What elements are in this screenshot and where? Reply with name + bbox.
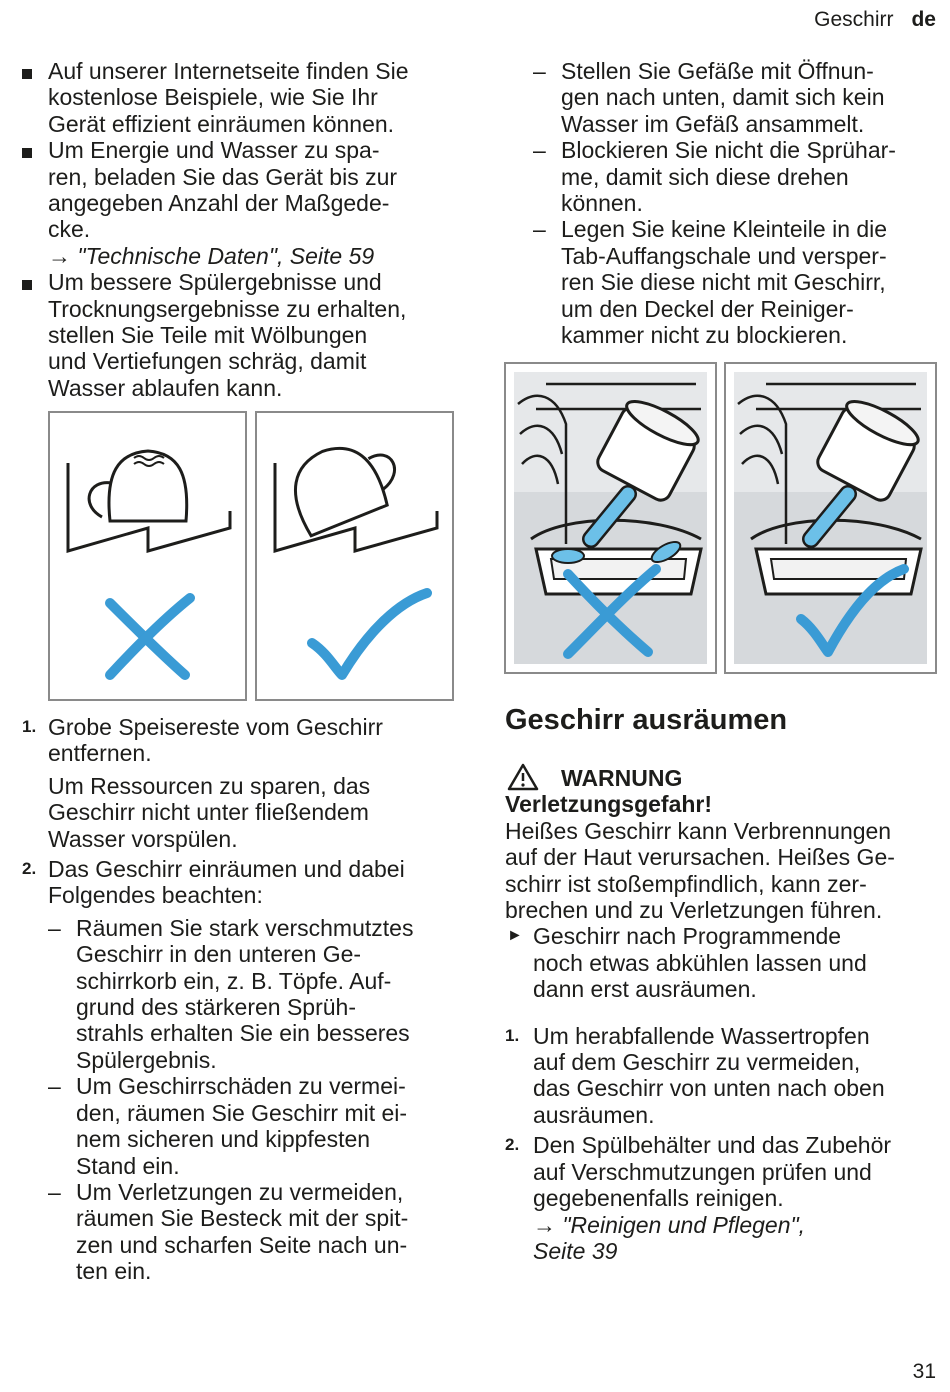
step-number: 2.	[505, 1135, 520, 1155]
warning-title: Verletzungsgefahr!	[505, 791, 713, 818]
step-number: 2.	[22, 859, 37, 879]
page-number: 31	[912, 1360, 936, 1383]
dash-bullet: –	[48, 914, 61, 941]
tab-tray-blocked-illustration	[506, 364, 715, 672]
warning-triangle-icon	[507, 763, 539, 791]
left-column	[22, 58, 462, 401]
cross-reference-link[interactable]: → "Technische Daten", Seite 59	[48, 242, 375, 269]
figure-tab-tray-correct	[724, 362, 937, 674]
step-note: Um Ressourcen zu sparen, das Geschirr nicht unter fließendem Wasser vorspülen.	[48, 772, 371, 852]
bullet-item: Auf unserer Internetseite finden Sie kostenlose Beispiele, wie Sie Ihr Gerät effizient einräumen können.	[22, 58, 462, 137]
sub-item: – Räumen Sie stark verschmutztes Geschirr in den unteren Ge- schirrkorb ein, z. B. Töpfe. Auf- grund des stärkeren Sprüh- strahls erhalten Sie ein besseres Spülergebnis.	[48, 914, 414, 1073]
sub-item: – Um Verletzungen zu vermeiden, räumen Sie Besteck mit der spit- zen und scharfen Seite nach un- ten ein.	[48, 1178, 409, 1285]
check-mark-icon	[312, 593, 427, 675]
dash-bullet: –	[533, 137, 546, 164]
section-name: Geschirr	[814, 8, 894, 31]
step-number: 1.	[22, 717, 37, 736]
step-item: 1. Grobe Speisereste vom Geschirr entfernen. Um Ressourcen zu sparen, das Geschirr nicht unter fließendem Wasser vorspülen.	[22, 714, 462, 852]
step-item: 2. Das Geschirr einräumen und dabei Folgendes beachten:	[22, 856, 405, 909]
dash-bullet: –	[533, 58, 546, 84]
sub-list	[22, 915, 462, 1285]
x-mark-icon	[110, 598, 190, 675]
right-steps	[505, 1023, 945, 1265]
right-column-list	[505, 58, 945, 348]
cup-upright-wrong-illustration	[50, 413, 245, 699]
cross-reference-link[interactable]: → "Reinigen und Pflegen", Seite 39	[533, 1211, 806, 1264]
step-item: 2. Den Spülbehälter und das Zubehör auf Verschmutzungen prüfen und gegebenenfalls reinigen. → "Reinigen und Pflegen", Seite 39	[505, 1132, 945, 1264]
sub-item: – Stellen Sie Gefäße mit Öffnun- gen nach unten, damit sich kein Wasser im Gefäß ansammelt.	[533, 58, 885, 137]
language-code: de	[911, 8, 936, 31]
warning-box: WARNUNG Verletzungsgefahr! Heißes Geschirr kann Verbrennungen auf der Haut verursachen. Heißes Ge- schirr ist stoßempfindlich, kann zer- brechen und zu Verletzungen führen. ► Geschirr nach Programmende noch etwas abkühlen lassen und dann erst ausräumen. 1. Um herabfallende Wassertropfen auf dem Geschirr zu vermeiden, das Geschirr von unten nach oben ausräumen. 2. Den Spülbehälter und das Zubehör auf Verschmutzungen prüfen und gegebenenfalls reinigen. → "Reinigen und Pflegen", Seite 39	[505, 765, 945, 1264]
dash-bullet: –	[48, 1073, 61, 1100]
section-heading: Geschirr ausräumen	[505, 704, 788, 736]
figure-tab-tray-wrong	[504, 362, 717, 674]
step-item: 1. Um herabfallende Wassertropfen auf dem Geschirr zu vermeiden, das Geschirr von unten nach oben ausräumen.	[505, 1022, 885, 1128]
figure-cup-wrong	[48, 411, 247, 701]
square-bullet-icon	[22, 280, 32, 290]
cup-tilted-correct-illustration	[257, 413, 452, 699]
square-bullet-icon	[22, 69, 32, 79]
sub-item: – Blockieren Sie nicht die Sprühar- me, damit sich diese drehen können.	[533, 137, 896, 217]
triangle-bullet-icon: ►	[507, 927, 523, 945]
dash-bullet: –	[48, 1178, 61, 1205]
running-header	[814, 8, 936, 32]
figure-cup-correct	[255, 411, 454, 701]
step-number: 1.	[505, 1025, 520, 1045]
tab-tray-clear-illustration	[726, 364, 935, 672]
left-steps	[22, 714, 462, 1285]
sub-item: – Legen Sie keine Kleinteile in die Tab-Auffangschale und versper- ren Sie diese nicht mit Geschirr, um den Deckel der Reiniger- kammer nicht zu blockieren.	[533, 216, 888, 349]
square-bullet-icon	[22, 148, 32, 158]
bullet-item: Um Energie und Wasser zu spa- ren, beladen Sie das Gerät bis zur angegeben Anzahl der Maßgede- cke. → "Technische Daten", Seite 59	[22, 137, 462, 269]
warning-action: ► Geschirr nach Programmende noch etwas abkühlen lassen und dann erst ausräumen.	[507, 923, 867, 1003]
warning-label: WARNUNG	[561, 765, 683, 791]
bullet-item: Um bessere Spülergebnisse und Trocknungsergebnisse zu erhalten, stellen Sie Teile mit Wölbungen und Vertiefungen schräg, damit Wasser ablaufen kann.	[22, 269, 462, 401]
sub-item: – Um Geschirrschäden zu vermei- den, räumen Sie Geschirr mit ei- nem sicheren und kippfesten Stand ein.	[48, 1073, 408, 1179]
dash-bullet: –	[533, 216, 546, 243]
